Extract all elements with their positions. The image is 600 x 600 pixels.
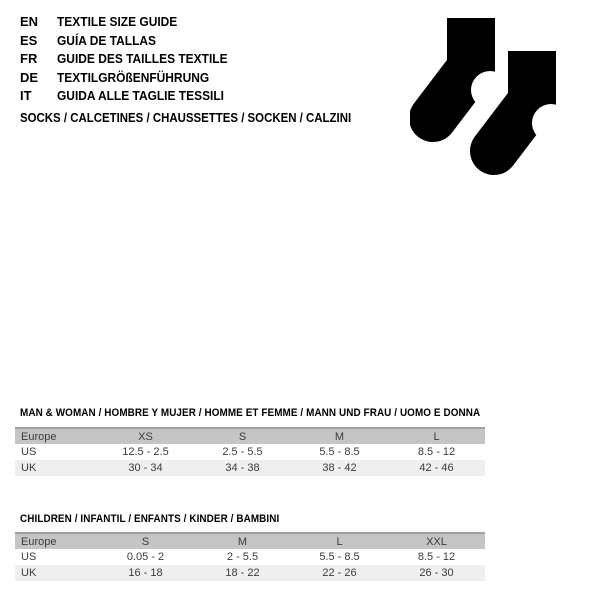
- col-header-size-4: L: [388, 428, 485, 444]
- size-value: 8.5 - 12: [417, 446, 456, 458]
- size-value: 12.5 - 2.5: [122, 446, 169, 458]
- size-value: 8.5 - 12: [417, 551, 456, 563]
- size-value: 0.05 - 2: [126, 551, 165, 563]
- lang-row-es: [20, 32, 242, 51]
- table-row-us: [15, 444, 485, 460]
- lang-label-de: TEXTILGRÖßENFÜHRUNG: [57, 69, 210, 85]
- lang-row-it: [20, 87, 242, 106]
- children-size-table: [15, 532, 485, 581]
- col-header-size-1: XS: [97, 428, 194, 444]
- socks-icon-svg: [410, 8, 580, 183]
- col-header-region: Europe: [15, 533, 97, 549]
- lang-label-fr: GUIDE DES TAILLES TEXTILE: [57, 51, 228, 66]
- size-value: 34 - 38: [225, 462, 260, 474]
- col-header-size-3: M: [291, 428, 388, 444]
- size-value: 26 - 30: [419, 567, 454, 579]
- col-header-size-2: S: [194, 428, 291, 444]
- table-row-uk: [15, 565, 485, 581]
- size-value: 18 - 22: [225, 567, 260, 579]
- children-table-title: CHILDREN / INFANTIL / ENFANTS / KINDER / BAMBINI: [20, 513, 280, 525]
- children-header-row: [15, 533, 485, 549]
- lang-row-en: [20, 13, 242, 32]
- size-value: 42 - 46: [419, 462, 454, 474]
- size-value: 22 - 26: [322, 567, 357, 579]
- col-header-region: Europe: [15, 428, 97, 444]
- col-header-size-3: L: [291, 533, 388, 549]
- size-value: 2.5 - 5.5: [222, 446, 263, 458]
- lang-label-es: GUÍA DE TALLAS: [57, 32, 157, 48]
- size-value: 2 - 5.5: [226, 551, 259, 563]
- lang-code-de: DE: [20, 69, 39, 85]
- size-value: 30 - 34: [128, 462, 163, 474]
- adult-header-row: [15, 428, 485, 444]
- size-value: 16 - 18: [128, 567, 163, 579]
- category-line: SOCKS / CALCETINES / CHAUSSETTES / SOCKEN / CALZINI: [20, 110, 352, 125]
- lang-code-es: ES: [20, 32, 38, 48]
- col-header-size-4: XXL: [388, 533, 485, 549]
- size-value: 5.5 - 8.5: [319, 551, 360, 563]
- row-label: UK: [21, 462, 37, 474]
- row-label: US: [21, 446, 37, 458]
- lang-code-fr: FR: [20, 51, 38, 66]
- size-value: 5.5 - 8.5: [319, 446, 360, 458]
- size-value: 38 - 42: [322, 462, 357, 474]
- table-row-uk: [15, 460, 485, 476]
- adult-size-table: [15, 427, 485, 476]
- lang-code-it: IT: [20, 88, 32, 103]
- lang-code-en: EN: [20, 14, 39, 29]
- row-label: US: [21, 551, 37, 563]
- lang-label-it: GUIDA ALLE TAGLIE TESSILI: [57, 88, 225, 103]
- lang-label-en: TEXTILE SIZE GUIDE: [57, 14, 178, 29]
- lang-row-fr: [20, 50, 242, 69]
- col-header-size-1: S: [97, 533, 194, 549]
- language-title-list: [20, 13, 242, 106]
- socks-icon: [410, 8, 580, 183]
- col-header-size-2: M: [194, 533, 291, 549]
- row-label: UK: [21, 567, 37, 579]
- lang-row-de: [20, 69, 242, 88]
- table-row-us: [15, 549, 485, 565]
- adult-table-title: MAN & WOMAN / HOMBRE Y MUJER / HOMME ET FEMME / MANN UND FRAU / UOMO E DONNA: [20, 407, 481, 419]
